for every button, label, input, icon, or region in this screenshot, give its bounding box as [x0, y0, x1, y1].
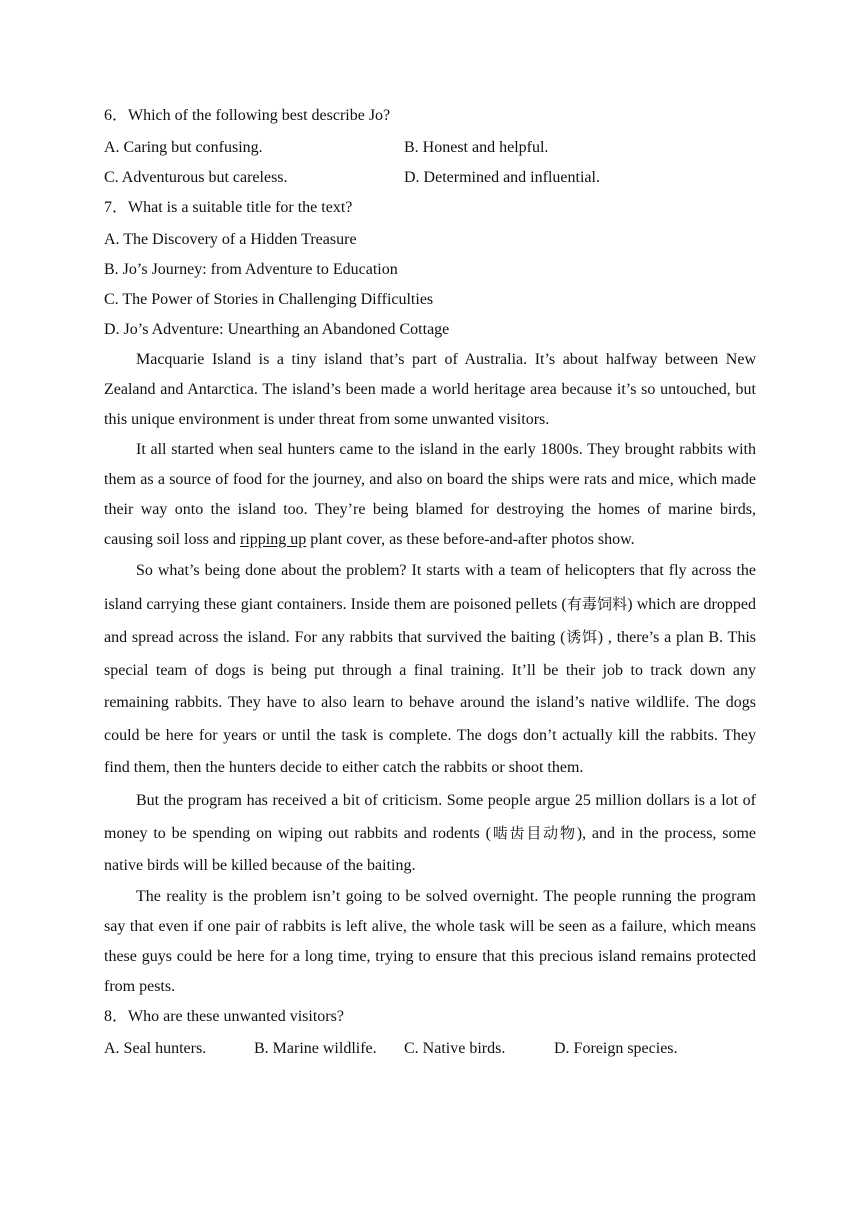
passage-paragraph-2 — [104, 435, 756, 555]
question-6-option-a: A. Caring but confusing. — [104, 139, 263, 156]
passage-paragraph-3 — [104, 555, 756, 785]
question-7-option-c: C. The Power of Stories in Challenging Difficulties — [104, 291, 434, 308]
question-6-option-b: B. Honest and helpful. — [404, 139, 549, 156]
paragraph-3-text-b: ) which are dropped and spread across the island. For any rabbits that survived the baiting ( — [104, 595, 756, 646]
paragraph-3-text-c: ) , there’s a plan B. This special team of dogs is being put through a final training. It’ll be their job to track down any remaining rabbits. They have to also learn to behave around the island’s native wildlife. The dogs could be here for years or until the task is complete. The dogs don’t actually kill the rabbits. They find them, then the hunters decide to either catch the rabbits or shoot them. — [104, 629, 757, 776]
chinese-gloss-baiting: 诱饵 — [565, 628, 598, 646]
paragraph-4-text-b: ), and in the process, some native birds will be killed because of the baiting. — [104, 824, 756, 874]
paragraph-2-text-b: plant cover, as these before-and-after photos show. — [306, 531, 635, 548]
question-6-options-row-1 — [104, 133, 756, 163]
question-7-option-b: B. Jo’s Journey: from Adventure to Education — [104, 261, 398, 278]
underlined-phrase: ripping up — [240, 531, 307, 548]
question-6-option-d: D. Determined and influential. — [404, 169, 600, 186]
chinese-gloss-pellets: 有毒饲料 — [566, 594, 628, 613]
question-7-option-a: A. The Discovery of a Hidden Treasure — [104, 231, 357, 248]
reading-passage — [104, 345, 756, 1002]
question-8-options-row — [104, 1034, 756, 1064]
paragraph-2-text-a: It all started when seal hunters came to the island in the early 1800s. They brought rabbits with them as a source of food for the journey, and also on board the ships were rats and mice, which made their way onto the island too. They’re being blamed for destroying the homes of marine birds, causing soil loss and — [104, 441, 756, 548]
paragraph-4-text-a: But the program has received a bit of criticism. Some people argue 25 million dollars is a lot of money to be spending on wiping out rabbits and rodents ( — [104, 791, 756, 842]
question-8-stem: 8．Who are these unwanted visitors? — [104, 1007, 344, 1025]
passage-paragraph-5: The reality is the problem isn’t going to be solved overnight. The people running the program say that even if one pair of rabbits is left alive, the whole task will be seen as a failure, which means these guys could be here for a long time, trying to ensure that this precious island remains protected from pests. — [104, 887, 756, 995]
question-6-options-row-2 — [104, 163, 756, 193]
question-8-option-a: A. Seal hunters. — [104, 1039, 207, 1057]
question-6-stem: 6．Which of the following best describe Jo? — [104, 107, 391, 124]
question-8-option-b: B. Marine wildlife. — [254, 1039, 377, 1057]
question-8-option-d: D. Foreign species. — [554, 1039, 678, 1057]
worksheet-page — [104, 104, 756, 1064]
passage-paragraph-4 — [104, 785, 756, 882]
chinese-gloss-rodents: 啮齿目动物 — [490, 823, 577, 842]
passage-paragraph-1: Macquarie Island is a tiny island that’s part of Australia. It’s about halfway between New Zealand and Antarctica. The island’s been made a world heritage area because it’s so untouched, but this unique environment is under threat from some unwanted visitors. — [104, 351, 756, 428]
paragraph-3-text-a: So what’s being done about the problem? It starts with a team of helicopters that fly across the island carrying these giant containers. Inside them are poisoned pellets ( — [104, 562, 756, 613]
question-7-stem: 7．What is a suitable title for the text? — [104, 199, 353, 216]
question-6-option-c: C. Adventurous but careless. — [104, 169, 288, 186]
question-7-option-d: D. Jo’s Adventure: Unearthing an Abandoned Cottage — [104, 321, 450, 338]
question-8-option-c: C. Native birds. — [404, 1039, 506, 1057]
